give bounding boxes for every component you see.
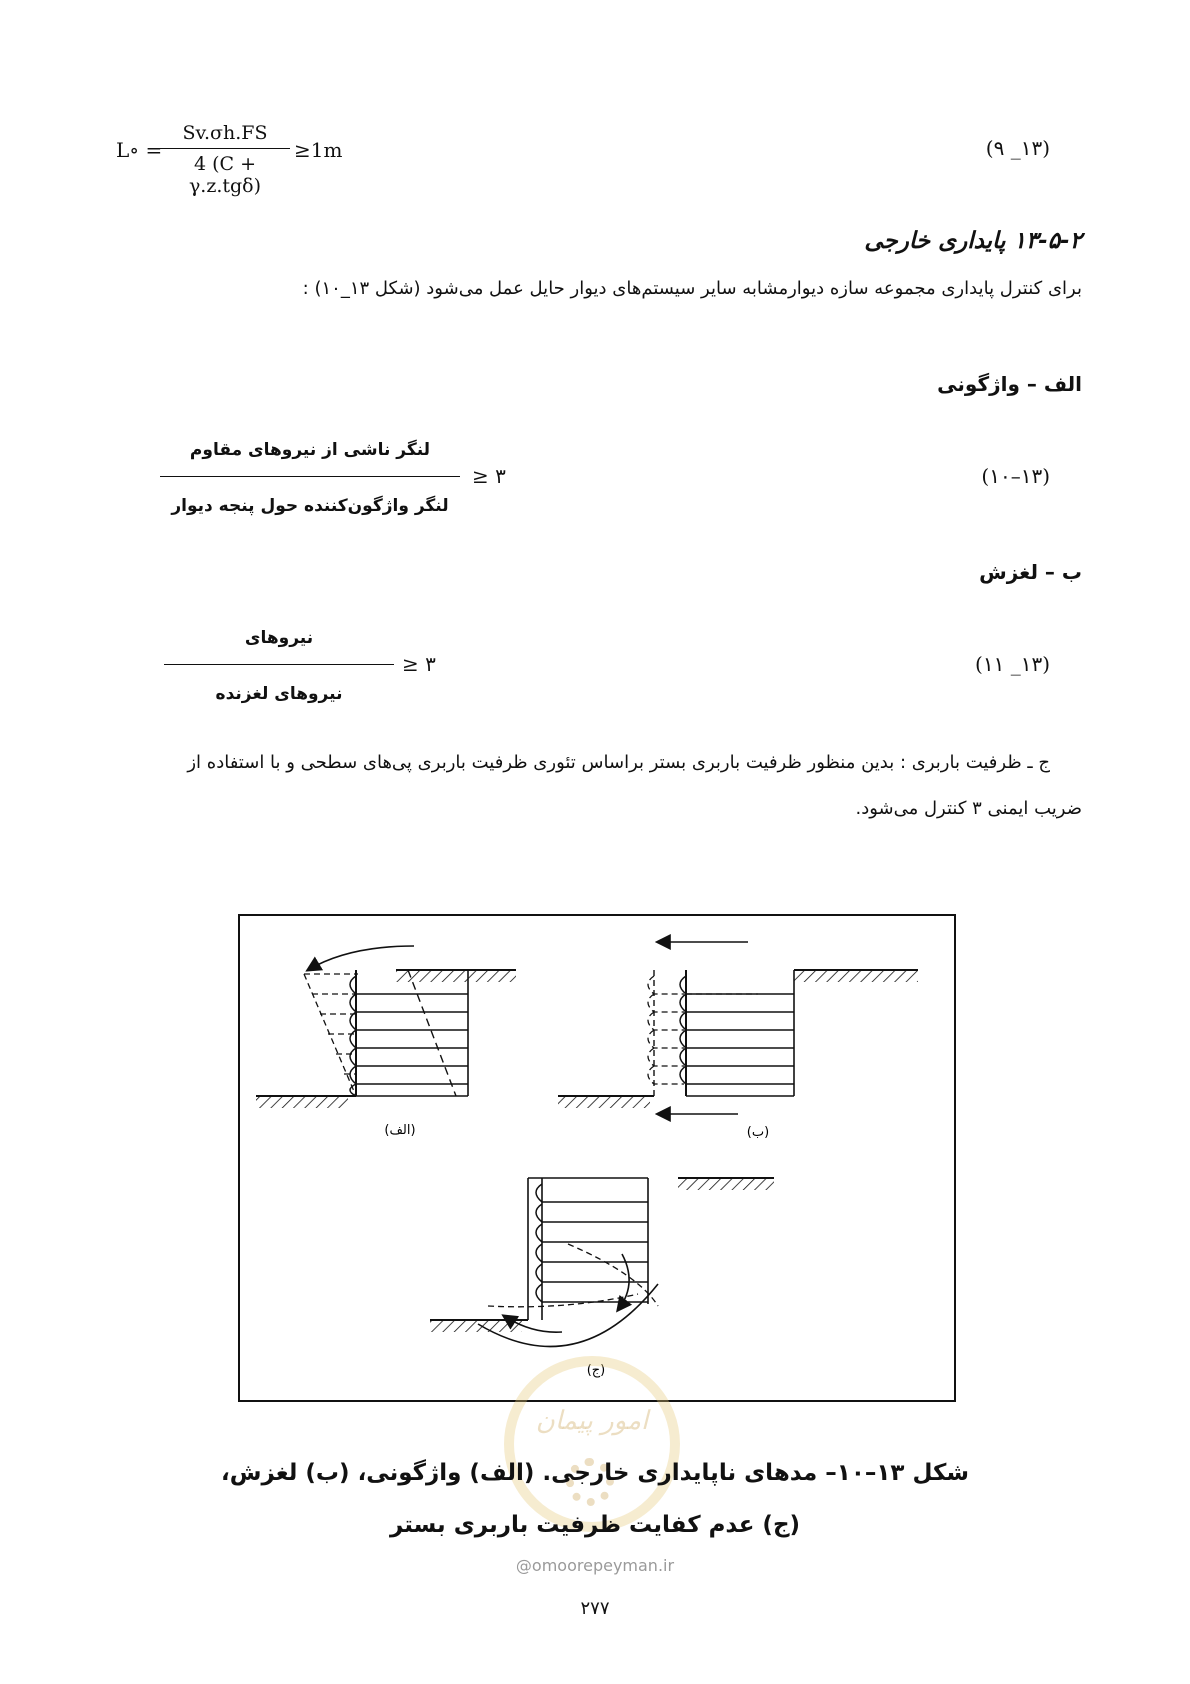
diagram-sliding [558, 942, 918, 1114]
figure-caption-line-2: (ج) عدم کفایت ظرفیت باربری بستر [389, 1512, 801, 1538]
part-a-denominator: لنگر واژگون‌کننده حول پنجه دیوار [171, 496, 449, 516]
figure-label-b: (ب) [746, 1125, 770, 1140]
figure-caption-line-1: شکل ۱۳–۱۰– مدهای ناپایداری خارجی. (الف) واژگونی، (ب) لغزش، [221, 1460, 969, 1486]
part-b-number: (۱۳_ ۱۱) [975, 652, 1050, 676]
figure-label-c: (ج) [586, 1363, 606, 1378]
part-a-rhs: ≥ ۳ [472, 464, 506, 488]
part-b-fraction-bar [164, 664, 394, 665]
eq9-number: (۱۳_ ۹) [985, 136, 1050, 160]
part-b-denominator: نیروهای لغزنده [215, 684, 343, 704]
eq9-fraction-bar [160, 148, 290, 149]
page-number: ۲۷۷ [580, 1598, 610, 1619]
part-c-line-2: ضریب ایمنی ۳ کنترل می‌شود. [855, 798, 1082, 819]
eq9-numerator: Sv.σh.FS [182, 122, 268, 144]
eq9-lhs: L∘ = [116, 138, 163, 162]
eq9-rhs: ≥1m [294, 138, 343, 162]
part-b-numerator: نیروهای [244, 628, 314, 648]
diagram-overturning [256, 946, 516, 1108]
part-a-number: (۱۳–۱۰) [981, 464, 1050, 488]
failure-modes-diagram [238, 914, 956, 1402]
part-b-rhs: ≥ ۳ [402, 652, 436, 676]
part-a-numerator: لنگر ناشی از نیروهای مقاوم [189, 440, 431, 460]
part-a-heading: الف – واژگونی [937, 372, 1082, 396]
eq9-denominator: 4 (C + γ.z.tgδ) [188, 153, 262, 197]
watermark-logo [504, 1356, 680, 1532]
part-b-heading: ب – لغزش [979, 560, 1082, 584]
watermark-url [0, 1556, 1190, 1575]
watermark-at-icon: @ [515, 1556, 532, 1575]
figure-label-a: (الف) [384, 1123, 416, 1138]
section-intro: برای کنترل پایداری مجموعه سازه دیوارمشابه سایر سیستم‌های دیوار حایل عمل می‌شود (شکل ۱۳_۱۰) : [302, 278, 1082, 299]
part-a-fraction-bar [160, 476, 460, 477]
part-c-line-1: ج ـ ظرفیت باربری : بدین منظور ظرفیت باربری بستر براساس تئوری ظرفیت باربری پی‌های سطحی و با استفاده از [187, 752, 1050, 773]
figure-frame [238, 914, 956, 1402]
diagram-bearing-capacity [430, 1178, 774, 1347]
watermark-logo-text: امور پیمان [535, 1406, 649, 1436]
watermark-url-text: omoorepeyman.ir [531, 1556, 675, 1575]
section-heading: ۱۳-۵-۲ پایداری خارجی [864, 228, 1082, 254]
